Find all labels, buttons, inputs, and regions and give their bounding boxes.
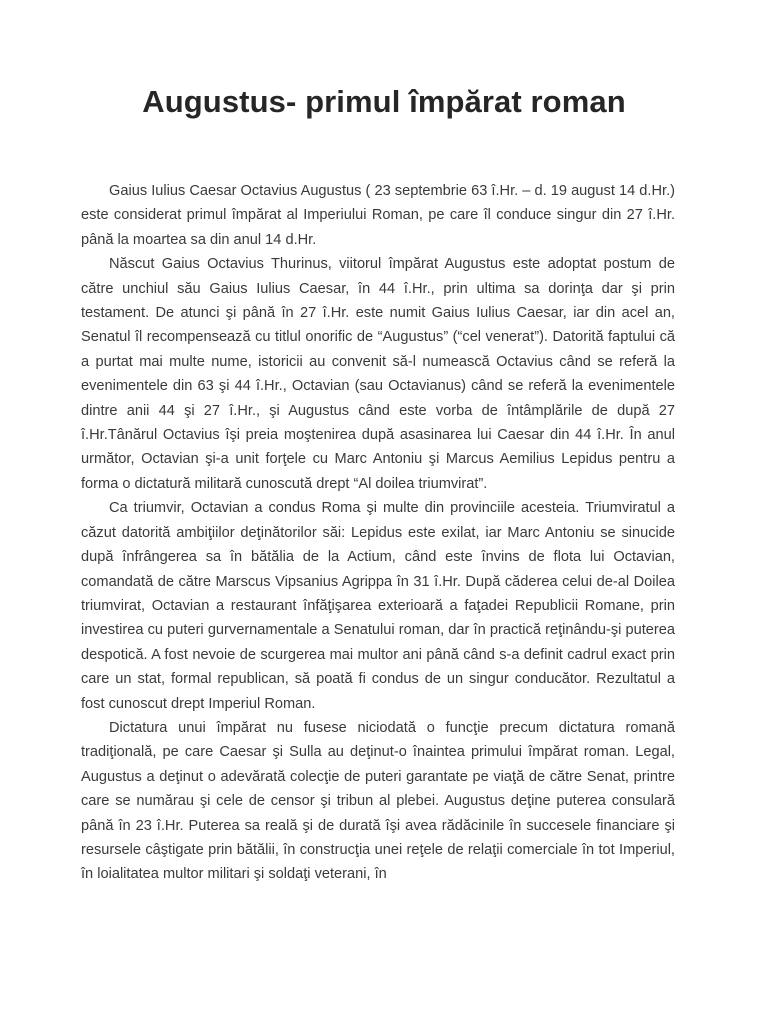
document-title: Augustus- primul împărat roman [142,84,626,119]
paragraph: Gaius Iulius Caesar Octavius Augustus ( 23 septembrie 63 î.Hr. – d. 19 august 14 d.Hr.) este considerat primul împărat al Imperiului Roman, pe care îl conduce singur din 27 î.Hr. până la moartea sa din anul 14 d.Hr. [81,183,675,248]
paragraph: Dictatura unui împărat nu fusese niciodată o funcţie precum dictatura romană tradiţională, pe care Caesar şi Sulla au deţinut-o înaintea primului împărat roman. Legal, Augustus a deţinut o adevărată colecţie de puteri garantate pe viaţă de către Senat, printre care se numărau şi cele de censor şi tribun al plebei. Augustus deţine puterea consulară până în 23 î.Hr. Puterea sa reală şi de durată îşi avea rădăcinile în succesele financiare şi resursele câştigate prin bătălii, în construcţia unei reţele de relaţii comerciale în tot Imperiul, în loialitatea multor militari şi soldaţi veterani, în [81,719,675,883]
paragraph: Născut Gaius Octavius Thurinus, viitorul împărat Augustus este adoptat postum de către unchiul său Gaius Iulius Caesar, în 44 î.Hr., prin ultima sa dorinţa dar şi prin testament. De atunci şi până în 27 î.Hr. este numit Gaius Iulius Caesar, iar din acel an, Senatul îl recompensează cu titlul onorific de “Augustus” (“cel venerat”). Datorită faptului că a purtat mai multe nume, istoricii au convenit să-l numească Octavius când se referă la evenimentele din 63 şi 44 î.Hr., Octavian (sau Octavianus) când se referă la evenimentele dintre anii 44 şi 27 î.Hr., şi Augustus când este vorba de întâmplările de după 27 î.Hr.Tânărul Octavius îşi preia moştenirea după asasinarea lui Caesar din 44 î.Hr. În anul următor, Octavian şi-a unit forţele cu Marc Antoniu şi Marcus Aemilius Lepidus pentru a forma o dictatură militară cunoscută drept “Al doilea triumvirat”. [81,256,675,492]
paragraph: Ca triumvir, Octavian a condus Roma şi multe din provinciile acesteia. Triumviratul a căzut datorită ambiţiilor deţinătorilor săi: Lepidus este exilat, iar Marc Antoniu se sinucide după înfrângerea sa în bătălia de la Actium, când este învins de flota lui Octavian, comandată de către Marscus Vipsanius Agrippa în 31 î.Hr. După căderea celui de-al Doilea triumvirat, Octavian a restaurant înfăţişarea exterioară a faţadei Republicii Romane, prin investirea cu puteri gurvernamentale a Senatului roman, dar în practică reţinându-şi puterea despotică. A fost nevoie de scurgerea mai multor ani până când s-a definit cadrul exact prin care un stat, formal republican, să poată fi condus de un singur conducător. Rezultatul a fost cunoscut drept Imperiul Roman. [81,500,675,712]
document-body [81,179,675,887]
